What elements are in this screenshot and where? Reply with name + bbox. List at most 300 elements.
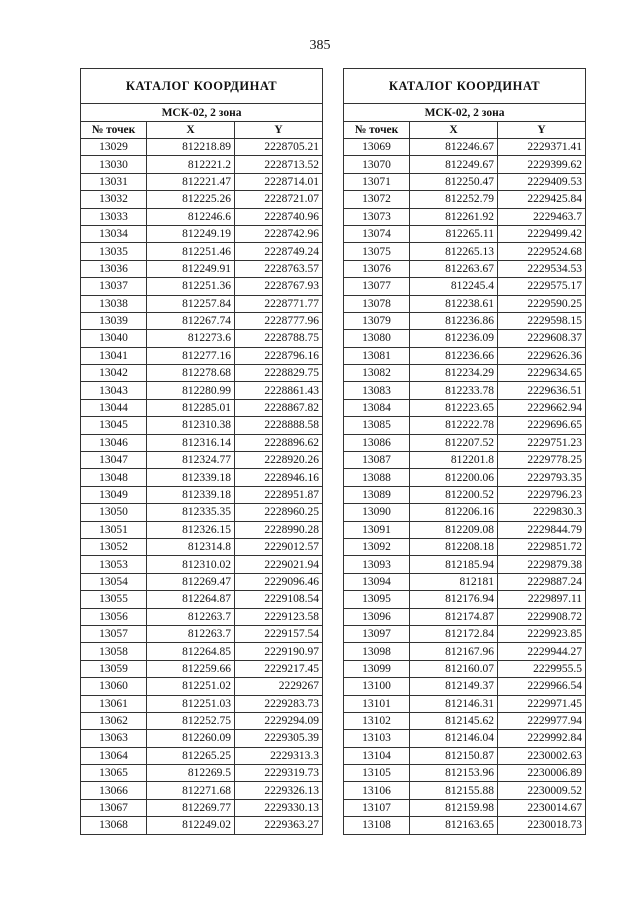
y-coordinate-cell: 2229793.35 bbox=[498, 469, 586, 486]
point-number-cell: 13098 bbox=[344, 643, 410, 660]
table-row bbox=[344, 695, 586, 712]
point-number-cell: 13065 bbox=[81, 765, 147, 782]
table-row bbox=[344, 399, 586, 416]
x-coordinate-cell: 812259.66 bbox=[147, 660, 235, 677]
table-row bbox=[344, 139, 586, 156]
y-coordinate-cell: 2229326.13 bbox=[235, 782, 323, 799]
point-number-cell: 13044 bbox=[81, 399, 147, 416]
table-row bbox=[81, 469, 323, 486]
y-coordinate-cell: 2229096.46 bbox=[235, 573, 323, 590]
y-coordinate-cell: 2228896.62 bbox=[235, 434, 323, 451]
y-coordinate-cell: 2229696.65 bbox=[498, 417, 586, 434]
point-number-cell: 13038 bbox=[81, 295, 147, 312]
table-row bbox=[344, 712, 586, 729]
y-coordinate-cell: 2229830.3 bbox=[498, 504, 586, 521]
coordinate-catalog-right bbox=[343, 68, 586, 835]
x-coordinate-cell: 812310.38 bbox=[147, 417, 235, 434]
x-coordinate-cell: 812263.67 bbox=[410, 260, 498, 277]
table-row bbox=[81, 521, 323, 538]
y-coordinate-cell: 2229992.84 bbox=[498, 730, 586, 747]
table-row bbox=[344, 556, 586, 573]
table-row bbox=[81, 347, 323, 364]
x-coordinate-cell: 812236.66 bbox=[410, 347, 498, 364]
x-coordinate-cell: 812234.29 bbox=[410, 365, 498, 382]
point-number-cell: 13040 bbox=[81, 330, 147, 347]
point-number-cell: 13077 bbox=[344, 278, 410, 295]
x-coordinate-cell: 812221.47 bbox=[147, 173, 235, 190]
y-coordinate-cell: 2229534.53 bbox=[498, 260, 586, 277]
point-number-cell: 13104 bbox=[344, 747, 410, 764]
table-row bbox=[344, 312, 586, 329]
x-coordinate-cell: 812252.79 bbox=[410, 191, 498, 208]
point-number-cell: 13105 bbox=[344, 765, 410, 782]
table-row bbox=[344, 434, 586, 451]
catalog-body bbox=[81, 139, 323, 835]
point-number-cell: 13057 bbox=[81, 625, 147, 642]
x-coordinate-cell: 812326.15 bbox=[147, 521, 235, 538]
x-coordinate-cell: 812251.02 bbox=[147, 678, 235, 695]
y-coordinate-cell: 2228714.01 bbox=[235, 173, 323, 190]
y-coordinate-cell: 2229590.25 bbox=[498, 295, 586, 312]
point-number-cell: 13054 bbox=[81, 573, 147, 590]
y-coordinate-cell: 2228888.58 bbox=[235, 417, 323, 434]
x-coordinate-cell: 812245.4 bbox=[410, 278, 498, 295]
y-coordinate-cell: 2230009.52 bbox=[498, 782, 586, 799]
y-coordinate-cell: 2229313.3 bbox=[235, 747, 323, 764]
y-coordinate-cell: 2228740.96 bbox=[235, 208, 323, 225]
y-coordinate-cell: 2229977.94 bbox=[498, 712, 586, 729]
x-coordinate-cell: 812146.31 bbox=[410, 695, 498, 712]
x-coordinate-cell: 812316.14 bbox=[147, 434, 235, 451]
point-number-cell: 13041 bbox=[81, 347, 147, 364]
y-coordinate-cell: 2229662.94 bbox=[498, 399, 586, 416]
point-number-cell: 13083 bbox=[344, 382, 410, 399]
point-number-cell: 13047 bbox=[81, 452, 147, 469]
col-header-x: X bbox=[410, 122, 498, 139]
y-coordinate-cell: 2228867.82 bbox=[235, 399, 323, 416]
x-coordinate-cell: 812260.09 bbox=[147, 730, 235, 747]
point-number-cell: 13108 bbox=[344, 817, 410, 834]
table-row bbox=[344, 625, 586, 642]
table-row bbox=[81, 330, 323, 347]
point-number-cell: 13055 bbox=[81, 591, 147, 608]
point-number-cell: 13059 bbox=[81, 660, 147, 677]
y-coordinate-cell: 2229012.57 bbox=[235, 538, 323, 555]
y-coordinate-cell: 2229966.54 bbox=[498, 678, 586, 695]
x-coordinate-cell: 812252.75 bbox=[147, 712, 235, 729]
coordinate-catalog-left bbox=[80, 68, 323, 835]
x-coordinate-cell: 812225.26 bbox=[147, 191, 235, 208]
y-coordinate-cell: 2229425.84 bbox=[498, 191, 586, 208]
y-coordinate-cell: 2228946.16 bbox=[235, 469, 323, 486]
table-row bbox=[344, 225, 586, 242]
point-number-cell: 13095 bbox=[344, 591, 410, 608]
point-number-cell: 13043 bbox=[81, 382, 147, 399]
x-coordinate-cell: 812160.07 bbox=[410, 660, 498, 677]
y-coordinate-cell: 2229923.85 bbox=[498, 625, 586, 642]
point-number-cell: 13094 bbox=[344, 573, 410, 590]
table-row bbox=[81, 573, 323, 590]
x-coordinate-cell: 812246.67 bbox=[410, 139, 498, 156]
col-header-y: Y bbox=[235, 122, 323, 139]
table-row bbox=[81, 556, 323, 573]
y-coordinate-cell: 2228920.26 bbox=[235, 452, 323, 469]
point-number-cell: 13080 bbox=[344, 330, 410, 347]
point-number-cell: 13051 bbox=[81, 521, 147, 538]
point-number-cell: 13089 bbox=[344, 486, 410, 503]
point-number-cell: 13032 bbox=[81, 191, 147, 208]
table-row bbox=[344, 504, 586, 521]
point-number-cell: 13086 bbox=[344, 434, 410, 451]
point-number-cell: 13037 bbox=[81, 278, 147, 295]
table-row bbox=[344, 347, 586, 364]
y-coordinate-cell: 2229409.53 bbox=[498, 173, 586, 190]
table-row bbox=[81, 504, 323, 521]
point-number-cell: 13063 bbox=[81, 730, 147, 747]
point-number-cell: 13100 bbox=[344, 678, 410, 695]
table-row bbox=[81, 591, 323, 608]
y-coordinate-cell: 2229363.27 bbox=[235, 817, 323, 834]
x-coordinate-cell: 812221.2 bbox=[147, 156, 235, 173]
y-coordinate-cell: 2229751.23 bbox=[498, 434, 586, 451]
table-row bbox=[344, 208, 586, 225]
y-coordinate-cell: 2229608.37 bbox=[498, 330, 586, 347]
table-row bbox=[344, 191, 586, 208]
y-coordinate-cell: 2228796.16 bbox=[235, 347, 323, 364]
table-row bbox=[81, 208, 323, 225]
table-row bbox=[344, 521, 586, 538]
y-coordinate-cell: 2229123.58 bbox=[235, 608, 323, 625]
point-number-cell: 13096 bbox=[344, 608, 410, 625]
table-row bbox=[81, 765, 323, 782]
y-coordinate-cell: 2228763.57 bbox=[235, 260, 323, 277]
x-coordinate-cell: 812267.74 bbox=[147, 312, 235, 329]
x-coordinate-cell: 812339.18 bbox=[147, 469, 235, 486]
table-row bbox=[344, 365, 586, 382]
table-row bbox=[81, 434, 323, 451]
y-coordinate-cell: 2229305.39 bbox=[235, 730, 323, 747]
x-coordinate-cell: 812277.16 bbox=[147, 347, 235, 364]
point-number-cell: 13046 bbox=[81, 434, 147, 451]
table-row bbox=[344, 799, 586, 816]
x-coordinate-cell: 812251.36 bbox=[147, 278, 235, 295]
table-row bbox=[81, 399, 323, 416]
point-number-cell: 13082 bbox=[344, 365, 410, 382]
x-coordinate-cell: 812257.84 bbox=[147, 295, 235, 312]
point-number-cell: 13036 bbox=[81, 260, 147, 277]
table-row bbox=[81, 538, 323, 555]
table-row bbox=[81, 799, 323, 816]
table-row bbox=[81, 817, 323, 834]
table-row bbox=[344, 243, 586, 260]
y-coordinate-cell: 2228749.24 bbox=[235, 243, 323, 260]
table-row bbox=[81, 695, 323, 712]
table-row bbox=[344, 278, 586, 295]
y-coordinate-cell: 2229955.5 bbox=[498, 660, 586, 677]
table-row bbox=[344, 486, 586, 503]
point-number-cell: 13081 bbox=[344, 347, 410, 364]
x-coordinate-cell: 812174.87 bbox=[410, 608, 498, 625]
y-coordinate-cell: 2229598.15 bbox=[498, 312, 586, 329]
y-coordinate-cell: 2229778.25 bbox=[498, 452, 586, 469]
table-row bbox=[81, 260, 323, 277]
y-coordinate-cell: 2229971.45 bbox=[498, 695, 586, 712]
y-coordinate-cell: 2229575.17 bbox=[498, 278, 586, 295]
x-coordinate-cell: 812265.11 bbox=[410, 225, 498, 242]
point-number-cell: 13067 bbox=[81, 799, 147, 816]
y-coordinate-cell: 2229157.54 bbox=[235, 625, 323, 642]
table-row bbox=[344, 260, 586, 277]
point-number-cell: 13068 bbox=[81, 817, 147, 834]
x-coordinate-cell: 812200.06 bbox=[410, 469, 498, 486]
x-coordinate-cell: 812150.87 bbox=[410, 747, 498, 764]
y-coordinate-cell: 2229283.73 bbox=[235, 695, 323, 712]
y-coordinate-cell: 2228990.28 bbox=[235, 521, 323, 538]
y-coordinate-cell: 2229944.27 bbox=[498, 643, 586, 660]
table-row bbox=[344, 730, 586, 747]
x-coordinate-cell: 812263.7 bbox=[147, 625, 235, 642]
table-row bbox=[81, 678, 323, 695]
y-coordinate-cell: 2229319.73 bbox=[235, 765, 323, 782]
x-coordinate-cell: 812206.16 bbox=[410, 504, 498, 521]
point-number-cell: 13076 bbox=[344, 260, 410, 277]
table-row bbox=[344, 765, 586, 782]
point-number-cell: 13048 bbox=[81, 469, 147, 486]
y-coordinate-cell: 2228721.07 bbox=[235, 191, 323, 208]
y-coordinate-cell: 2228788.75 bbox=[235, 330, 323, 347]
point-number-cell: 13056 bbox=[81, 608, 147, 625]
point-number-cell: 13029 bbox=[81, 139, 147, 156]
col-header-y: Y bbox=[498, 122, 586, 139]
point-number-cell: 13079 bbox=[344, 312, 410, 329]
table-row bbox=[344, 538, 586, 555]
x-coordinate-cell: 812200.52 bbox=[410, 486, 498, 503]
y-coordinate-cell: 2229908.72 bbox=[498, 608, 586, 625]
point-number-cell: 13088 bbox=[344, 469, 410, 486]
point-number-cell: 13035 bbox=[81, 243, 147, 260]
x-coordinate-cell: 812249.19 bbox=[147, 225, 235, 242]
y-coordinate-cell: 2230002.63 bbox=[498, 747, 586, 764]
y-coordinate-cell: 2228960.25 bbox=[235, 504, 323, 521]
x-coordinate-cell: 812238.61 bbox=[410, 295, 498, 312]
x-coordinate-cell: 812155.88 bbox=[410, 782, 498, 799]
x-coordinate-cell: 812163.65 bbox=[410, 817, 498, 834]
x-coordinate-cell: 812149.37 bbox=[410, 678, 498, 695]
y-coordinate-cell: 2228829.75 bbox=[235, 365, 323, 382]
table-row bbox=[81, 452, 323, 469]
point-number-cell: 13049 bbox=[81, 486, 147, 503]
point-number-cell: 13092 bbox=[344, 538, 410, 555]
table-row bbox=[344, 660, 586, 677]
point-number-cell: 13075 bbox=[344, 243, 410, 260]
table-row bbox=[81, 191, 323, 208]
point-number-cell: 13074 bbox=[344, 225, 410, 242]
table-row bbox=[81, 625, 323, 642]
table-row bbox=[344, 782, 586, 799]
x-coordinate-cell: 812218.89 bbox=[147, 139, 235, 156]
point-number-cell: 13061 bbox=[81, 695, 147, 712]
x-coordinate-cell: 812251.46 bbox=[147, 243, 235, 260]
y-coordinate-cell: 2228767.93 bbox=[235, 278, 323, 295]
x-coordinate-cell: 812265.25 bbox=[147, 747, 235, 764]
x-coordinate-cell: 812208.18 bbox=[410, 538, 498, 555]
table-row bbox=[81, 643, 323, 660]
x-coordinate-cell: 812153.96 bbox=[410, 765, 498, 782]
x-coordinate-cell: 812251.03 bbox=[147, 695, 235, 712]
x-coordinate-cell: 812339.18 bbox=[147, 486, 235, 503]
table-row bbox=[81, 365, 323, 382]
y-coordinate-cell: 2229294.09 bbox=[235, 712, 323, 729]
x-coordinate-cell: 812280.99 bbox=[147, 382, 235, 399]
x-coordinate-cell: 812236.86 bbox=[410, 312, 498, 329]
x-coordinate-cell: 812269.5 bbox=[147, 765, 235, 782]
point-number-cell: 13084 bbox=[344, 399, 410, 416]
y-coordinate-cell: 2230014.67 bbox=[498, 799, 586, 816]
point-number-cell: 13093 bbox=[344, 556, 410, 573]
y-coordinate-cell: 2229879.38 bbox=[498, 556, 586, 573]
point-number-cell: 13090 bbox=[344, 504, 410, 521]
table-row bbox=[344, 156, 586, 173]
y-coordinate-cell: 2229897.11 bbox=[498, 591, 586, 608]
point-number-cell: 13078 bbox=[344, 295, 410, 312]
point-number-cell: 13091 bbox=[344, 521, 410, 538]
point-number-cell: 13071 bbox=[344, 173, 410, 190]
point-number-cell: 13053 bbox=[81, 556, 147, 573]
point-number-cell: 13097 bbox=[344, 625, 410, 642]
point-number-cell: 13034 bbox=[81, 225, 147, 242]
table-row bbox=[344, 382, 586, 399]
x-coordinate-cell: 812263.7 bbox=[147, 608, 235, 625]
table-row bbox=[81, 486, 323, 503]
point-number-cell: 13072 bbox=[344, 191, 410, 208]
point-number-cell: 13064 bbox=[81, 747, 147, 764]
y-coordinate-cell: 2229796.23 bbox=[498, 486, 586, 503]
point-number-cell: 13101 bbox=[344, 695, 410, 712]
x-coordinate-cell: 812201.8 bbox=[410, 452, 498, 469]
x-coordinate-cell: 812264.85 bbox=[147, 643, 235, 660]
x-coordinate-cell: 812145.62 bbox=[410, 712, 498, 729]
table-row bbox=[81, 730, 323, 747]
table-row bbox=[81, 312, 323, 329]
col-header-x: X bbox=[147, 122, 235, 139]
point-number-cell: 13103 bbox=[344, 730, 410, 747]
point-number-cell: 13087 bbox=[344, 452, 410, 469]
x-coordinate-cell: 812250.47 bbox=[410, 173, 498, 190]
x-coordinate-cell: 812159.98 bbox=[410, 799, 498, 816]
table-row bbox=[344, 608, 586, 625]
point-number-cell: 13070 bbox=[344, 156, 410, 173]
y-coordinate-cell: 2229330.13 bbox=[235, 799, 323, 816]
point-number-cell: 13030 bbox=[81, 156, 147, 173]
y-coordinate-cell: 2229108.54 bbox=[235, 591, 323, 608]
x-coordinate-cell: 812246.6 bbox=[147, 208, 235, 225]
table-row bbox=[81, 225, 323, 242]
point-number-cell: 13042 bbox=[81, 365, 147, 382]
x-coordinate-cell: 812167.96 bbox=[410, 643, 498, 660]
point-number-cell: 13107 bbox=[344, 799, 410, 816]
y-coordinate-cell: 2228777.96 bbox=[235, 312, 323, 329]
x-coordinate-cell: 812314.8 bbox=[147, 538, 235, 555]
y-coordinate-cell: 2229634.65 bbox=[498, 365, 586, 382]
table-row bbox=[81, 243, 323, 260]
x-coordinate-cell: 812209.08 bbox=[410, 521, 498, 538]
table-row bbox=[344, 573, 586, 590]
point-number-cell: 13052 bbox=[81, 538, 147, 555]
catalog-subtitle: МСК-02, 2 зона bbox=[81, 104, 323, 122]
table-row bbox=[81, 747, 323, 764]
y-coordinate-cell: 2229190.97 bbox=[235, 643, 323, 660]
table-row bbox=[344, 173, 586, 190]
x-coordinate-cell: 812265.13 bbox=[410, 243, 498, 260]
table-row bbox=[344, 469, 586, 486]
y-coordinate-cell: 2229217.45 bbox=[235, 660, 323, 677]
y-coordinate-cell: 2229626.36 bbox=[498, 347, 586, 364]
y-coordinate-cell: 2229021.94 bbox=[235, 556, 323, 573]
y-coordinate-cell: 2228713.52 bbox=[235, 156, 323, 173]
y-coordinate-cell: 2229463.7 bbox=[498, 208, 586, 225]
table-row bbox=[81, 608, 323, 625]
x-coordinate-cell: 812285.01 bbox=[147, 399, 235, 416]
x-coordinate-cell: 812181 bbox=[410, 573, 498, 590]
col-header-point: № точек bbox=[81, 122, 147, 139]
y-coordinate-cell: 2229636.51 bbox=[498, 382, 586, 399]
table-row bbox=[344, 643, 586, 660]
x-coordinate-cell: 812249.67 bbox=[410, 156, 498, 173]
y-coordinate-cell: 2229399.62 bbox=[498, 156, 586, 173]
table-row bbox=[344, 678, 586, 695]
x-coordinate-cell: 812278.68 bbox=[147, 365, 235, 382]
point-number-cell: 13060 bbox=[81, 678, 147, 695]
catalog-subtitle: МСК-02, 2 зона bbox=[344, 104, 586, 122]
y-coordinate-cell: 2230018.73 bbox=[498, 817, 586, 834]
catalog-title: КАТАЛОГ КООРДИНАТ bbox=[344, 69, 586, 104]
point-number-cell: 13085 bbox=[344, 417, 410, 434]
x-coordinate-cell: 812172.84 bbox=[410, 625, 498, 642]
point-number-cell: 13031 bbox=[81, 173, 147, 190]
table-row bbox=[344, 747, 586, 764]
point-number-cell: 13050 bbox=[81, 504, 147, 521]
table-row bbox=[344, 591, 586, 608]
catalog-body bbox=[344, 139, 586, 835]
x-coordinate-cell: 812269.47 bbox=[147, 573, 235, 590]
table-row bbox=[81, 173, 323, 190]
y-coordinate-cell: 2229267 bbox=[235, 678, 323, 695]
point-number-cell: 13069 bbox=[344, 139, 410, 156]
y-coordinate-cell: 2229524.68 bbox=[498, 243, 586, 260]
point-number-cell: 13062 bbox=[81, 712, 147, 729]
y-coordinate-cell: 2229851.72 bbox=[498, 538, 586, 555]
x-coordinate-cell: 812264.87 bbox=[147, 591, 235, 608]
x-coordinate-cell: 812233.78 bbox=[410, 382, 498, 399]
table-row bbox=[81, 417, 323, 434]
col-header-point: № точек bbox=[344, 122, 410, 139]
point-number-cell: 13099 bbox=[344, 660, 410, 677]
catalog-title: КАТАЛОГ КООРДИНАТ bbox=[81, 69, 323, 104]
table-row bbox=[344, 295, 586, 312]
y-coordinate-cell: 2229887.24 bbox=[498, 573, 586, 590]
point-number-cell: 13106 bbox=[344, 782, 410, 799]
y-coordinate-cell: 2229371.41 bbox=[498, 139, 586, 156]
x-coordinate-cell: 812273.6 bbox=[147, 330, 235, 347]
x-coordinate-cell: 812324.77 bbox=[147, 452, 235, 469]
x-coordinate-cell: 812249.02 bbox=[147, 817, 235, 834]
y-coordinate-cell: 2229499.42 bbox=[498, 225, 586, 242]
x-coordinate-cell: 812207.52 bbox=[410, 434, 498, 451]
point-number-cell: 13102 bbox=[344, 712, 410, 729]
table-row bbox=[344, 417, 586, 434]
y-coordinate-cell: 2228705.21 bbox=[235, 139, 323, 156]
y-coordinate-cell: 2229844.79 bbox=[498, 521, 586, 538]
